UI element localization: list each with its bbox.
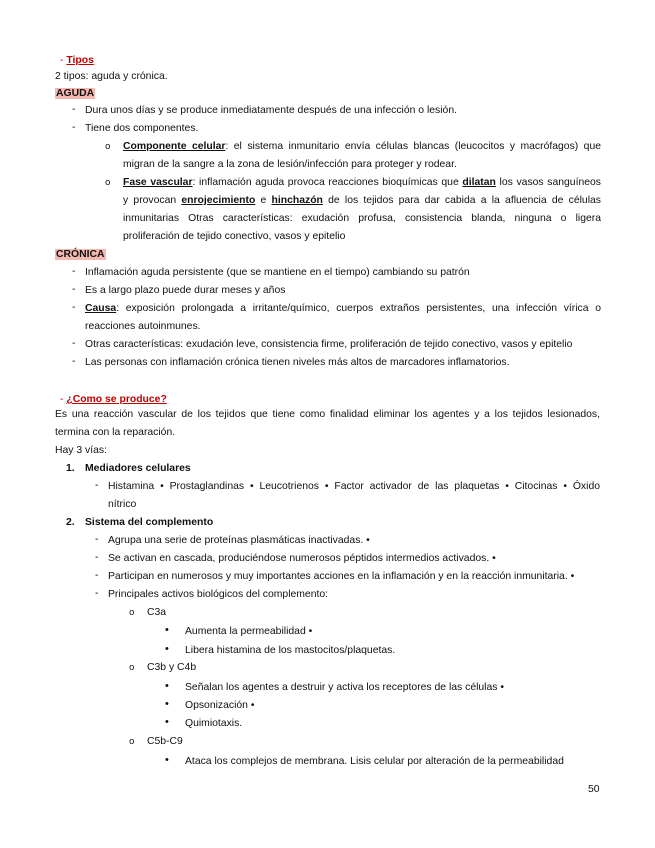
text-run: : inflamación aguda provoca reacciones bioquímicas que [192, 177, 463, 188]
disc-bullet-icon: • [165, 624, 169, 636]
disc-bullet-icon: • [165, 698, 169, 710]
disc-bullet-icon: • [165, 643, 169, 655]
c3a-item-1: Aumenta la permeabilidad • [185, 626, 313, 637]
text-run: : el sistema inmunitario envía células blancas (leucocitos y macrófagos) que [225, 141, 602, 152]
dash-bullet: - [95, 552, 99, 563]
term-fase-vascular: Fase vascular [123, 177, 193, 188]
dash-bullet: - [72, 338, 76, 349]
cronica-item-3-line-1 [85, 302, 601, 316]
cronica-highlight: CRÓNICA [56, 249, 105, 260]
c3b-item-1: Señalan los agentes a destruir y activa los receptores de las células • [185, 682, 504, 693]
tipos-intro: 2 tipos: aguda y crónica. [55, 71, 168, 82]
heading-text: ¿Como se produce? [66, 394, 167, 405]
via-2-item-4: Principales activos biológicos del complemento: [108, 589, 329, 600]
via-2-title: Sistema del complemento [85, 517, 214, 528]
dash-bullet: - [95, 570, 99, 581]
fase-vascular-line-1 [123, 176, 601, 190]
dash-bullet: - [95, 588, 99, 599]
componente-celular-line-2: migran de la sangre a la zona de lesión/infección para proteger y rodear. [123, 159, 457, 170]
term-causa: Causa [85, 303, 117, 314]
complement-c3b-c4b: C3b y C4b [147, 662, 197, 673]
aguda-item-2: Tiene dos componentes. [85, 123, 199, 134]
como-paragraph-line-1: Es una reacción vascular de los tejidos que tiene como finalidad eliminar los agentes y a los tejidos lesionados, [55, 409, 600, 420]
via-1-item-line-1: Histamina • Prostaglandinas • Leucotrienos • Factor activador de las plaquetas • Citocinas • Óxido [108, 481, 600, 492]
via-2-item-3: Participan en numerosos y muy importantes acciones en la inflamación y en la reacción inmunitaria. • [108, 571, 575, 582]
via-2-item-1: Agrupa una serie de proteínas plasmáticas inactivadas. • [108, 535, 370, 546]
text-run: los vasos sanguíneos [495, 177, 601, 188]
via-1-title: Mediadores celulares [85, 463, 191, 474]
cronica-item-5: Las personas con inflamación crónica tienen niveles más altos de marcadores inflamatorios. [85, 357, 510, 368]
fase-vascular-line-4: proliferación de tejido conectivo, vasos y epitelio [123, 231, 346, 242]
aguda-label [55, 87, 95, 101]
dash-bullet: - [72, 104, 76, 115]
dash-bullet: - [95, 480, 99, 491]
page-number: 50 [588, 784, 600, 795]
complement-c3a: C3a [147, 607, 167, 618]
vias-intro: Hay 3 vías: [55, 445, 107, 456]
disc-bullet-icon: • [165, 680, 169, 692]
via-2-item-2: Se activan en cascada, produciéndose numerosos péptidos intermedios activados. • [108, 553, 496, 564]
heading-text: Tipos [66, 55, 94, 66]
disc-bullet-icon: • [165, 716, 169, 728]
dash-bullet: - [72, 266, 76, 277]
dash-bullet: - [72, 356, 76, 367]
via-2-number: 2. [66, 517, 75, 528]
circle-bullet-icon: o [129, 608, 135, 618]
c3b-item-3: Quimiotaxis. [185, 718, 243, 729]
c3b-item-2: Opsonización • [185, 700, 255, 711]
section-heading-tipos [60, 54, 94, 68]
fase-vascular-line-3: inmunitarias Otras características: exudación profusa, consistencia blanda, ninguna o ligera [123, 213, 601, 224]
aguda-highlight: AGUDA [56, 88, 95, 99]
text-run: : exposición prolongada a irritante/químico, cuerpos extraños persistentes, una infección vírica o [116, 303, 601, 314]
circle-bullet-icon: o [105, 178, 111, 188]
term-enrojecimiento: enrojecimiento [181, 195, 256, 206]
dash-bullet: - [72, 302, 76, 313]
fase-vascular-line-2 [123, 194, 601, 208]
dash-bullet: - [72, 284, 76, 295]
term-hinchazon: hinchazón [271, 195, 323, 206]
cronica-item-1: Inflamación aguda persistente (que se mantiene en el tiempo) cambiando su patrón [85, 267, 470, 278]
dash-bullet: - [95, 534, 99, 545]
cronica-item-4: Otras características: exudación leve, consistencia firme, proliferación de tejido conectivo, vasos y epitelio [85, 339, 573, 350]
componente-celular-line-1 [123, 140, 601, 154]
text-run: de los tejidos para dar cabida a la afluencia de células [322, 195, 601, 206]
heading-prefix: - [60, 394, 67, 405]
c5b-item-1: Ataca los complejos de membrana. Lisis celular por alteración de la permeabilidad [185, 756, 564, 767]
section-heading-como [60, 393, 167, 407]
dash-bullet: - [72, 122, 76, 133]
circle-bullet-icon: o [129, 663, 135, 673]
cronica-label [55, 248, 106, 262]
como-paragraph-line-2: termina con la reparación. [55, 427, 176, 438]
circle-bullet-icon: o [105, 142, 111, 152]
term-dilatan: dilatan [462, 177, 496, 188]
heading-prefix: - [60, 55, 67, 66]
term-componente-celular: Componente celular [123, 141, 226, 152]
via-1-item-line-2: nítrico [108, 499, 137, 510]
circle-bullet-icon: o [129, 737, 135, 747]
aguda-item-1: Dura unos días y se produce inmediatamente después de una infección o lesión. [85, 105, 457, 116]
text-run: y provocan [123, 195, 182, 206]
text-run: e [255, 195, 272, 206]
complement-c5b-c9: C5b-C9 [147, 736, 183, 747]
cronica-item-3-line-2: reacciones autoinmunes. [85, 321, 201, 332]
via-1-number: 1. [66, 463, 75, 474]
cronica-item-2: Es a largo plazo puede durar meses y años [85, 285, 286, 296]
disc-bullet-icon: • [165, 754, 169, 766]
c3a-item-2: Libera histamina de los mastocitos/plaquetas. [185, 645, 396, 656]
